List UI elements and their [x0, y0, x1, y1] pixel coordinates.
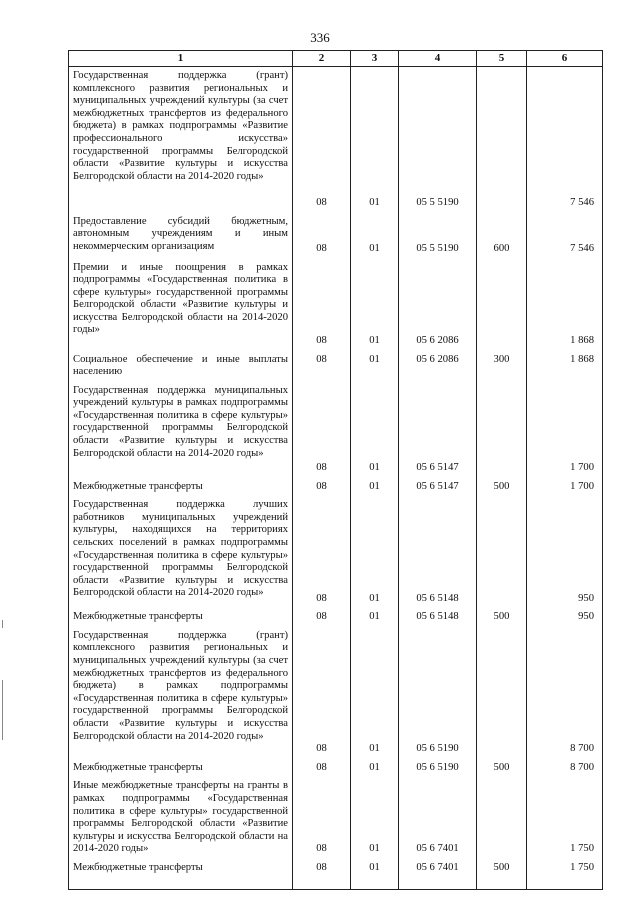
row-subsection: 01: [351, 259, 399, 351]
table-row: [69, 351, 603, 382]
row-target-article: 05 6 5148: [399, 496, 477, 608]
row-sum: 1 700: [527, 478, 603, 497]
row-expense-type: 300: [477, 351, 527, 382]
row-expense-type: 500: [477, 859, 527, 889]
row-expense-type: [477, 627, 527, 759]
row-subsection: 01: [351, 859, 399, 889]
table-row: [69, 777, 603, 859]
column-header: 6: [527, 51, 603, 67]
row-target-article: 05 6 5147: [399, 382, 477, 478]
row-name: Предоставление субсидий бюджетным, автономным учреждениям и иным некоммерческим организациям: [69, 213, 293, 259]
row-section: 08: [293, 259, 351, 351]
table-row: [69, 478, 603, 497]
column-header: 5: [477, 51, 527, 67]
row-name: Иные межбюджетные трансферты на гранты в рамках подпрограммы «Государственная политика в сфере культуры» государственной программы Белгородской области «Развитие культуры и искусства Белгородской области на 2014-2020 годы»: [69, 777, 293, 859]
row-sum: 8 700: [527, 759, 603, 778]
row-expense-type: [477, 382, 527, 478]
row-section: 08: [293, 859, 351, 889]
table-row: [69, 859, 603, 889]
row-name: Государственная поддержка (грант) комплексного развития региональных и муниципальных учреждений культуры (за счет межбюджетных трансфертов из федерального бюджета) в рамках подпрограммы «Государственная политика в сфере культуры» государственной программы Белгородской области «Развитие культуры и искусства Белгородской области на 2014-2020 годы»: [69, 627, 293, 759]
table-row: [69, 213, 603, 259]
row-name: Государственная поддержка муниципальных учреждений культуры в рамках подпрограммы «Государственная политика в сфере культуры» государственной программы Белгородской области «Развитие культуры и искусства Белгородской области на 2014-2020 годы»: [69, 382, 293, 478]
row-name: Межбюджетные трансферты: [69, 759, 293, 778]
table-row: [69, 67, 603, 213]
row-target-article: 05 5 5190: [399, 67, 477, 213]
row-subsection: 01: [351, 608, 399, 627]
column-header: 3: [351, 51, 399, 67]
row-subsection: 01: [351, 777, 399, 859]
row-name: Государственная поддержка лучших работников муниципальных учреждений культуры, находящихся на территориях сельских поселений в рамках подпрограммы «Государственная политика в сфере культуры» государственной программы Белгородской области «Развитие культуры и искусства Белгородской области на 2014-2020 годы»: [69, 496, 293, 608]
row-subsection: 01: [351, 213, 399, 259]
row-name: Межбюджетные трансферты: [69, 859, 293, 889]
row-expense-type: [477, 259, 527, 351]
row-target-article: 05 6 5147: [399, 478, 477, 497]
row-expense-type: 500: [477, 759, 527, 778]
row-subsection: 01: [351, 627, 399, 759]
row-target-article: 05 5 5190: [399, 213, 477, 259]
page-number: 336: [310, 30, 330, 45]
row-name: Государственная поддержка (грант) комплексного развития региональных и муниципальных учреждений культуры (за счет межбюджетных трансфертов из федерального бюджета) в рамках подпрограммы «Развитие профессионального искусства» государственной программы Белгородской области «Развитие культуры и искусства Белгородской области на 2014-2020 годы»: [69, 67, 293, 213]
budget-table: [68, 50, 603, 890]
row-name: Социальное обеспечение и иные выплаты населению: [69, 351, 293, 382]
table-row: [69, 259, 603, 351]
row-expense-type: 500: [477, 478, 527, 497]
row-section: 08: [293, 759, 351, 778]
row-sum: 1 750: [527, 859, 603, 889]
row-expense-type: 500: [477, 608, 527, 627]
row-subsection: 01: [351, 478, 399, 497]
row-section: 08: [293, 777, 351, 859]
row-sum: 950: [527, 608, 603, 627]
row-sum: 1 868: [527, 259, 603, 351]
table-row: [69, 608, 603, 627]
row-sum: 1 868: [527, 351, 603, 382]
row-target-article: 05 6 2086: [399, 351, 477, 382]
table-header-row: [69, 51, 603, 67]
table-row: [69, 627, 603, 759]
row-section: 08: [293, 496, 351, 608]
column-header: 1: [69, 51, 293, 67]
table-row: [69, 759, 603, 778]
row-subsection: 01: [351, 382, 399, 478]
margin-scan-mark: [2, 680, 3, 740]
row-section: 08: [293, 478, 351, 497]
row-expense-type: [477, 67, 527, 213]
column-header: 2: [293, 51, 351, 67]
row-section: 08: [293, 67, 351, 213]
row-target-article: 05 6 7401: [399, 777, 477, 859]
row-target-article: 05 6 5190: [399, 627, 477, 759]
margin-scan-mark: [2, 620, 3, 628]
row-target-article: 05 6 5148: [399, 608, 477, 627]
row-target-article: 05 6 5190: [399, 759, 477, 778]
row-section: 08: [293, 351, 351, 382]
row-section: 08: [293, 608, 351, 627]
row-name: Премии и иные поощрения в рамках подпрограммы «Государственная политика в сфере культуры» государственной программы Белгородской области «Развитие культуры и искусства Белгородской области на 2014-2020 годы»: [69, 259, 293, 351]
row-subsection: 01: [351, 351, 399, 382]
row-sum: 950: [527, 496, 603, 608]
table-row: [69, 496, 603, 608]
row-subsection: 01: [351, 759, 399, 778]
row-section: 08: [293, 213, 351, 259]
row-sum: 7 546: [527, 67, 603, 213]
row-expense-type: [477, 496, 527, 608]
row-section: 08: [293, 627, 351, 759]
row-subsection: 01: [351, 67, 399, 213]
row-sum: 7 546: [527, 213, 603, 259]
row-target-article: 05 6 2086: [399, 259, 477, 351]
row-expense-type: 600: [477, 213, 527, 259]
row-subsection: 01: [351, 496, 399, 608]
row-expense-type: [477, 777, 527, 859]
row-target-article: 05 6 7401: [399, 859, 477, 889]
row-name: Межбюджетные трансферты: [69, 478, 293, 497]
row-name: Межбюджетные трансферты: [69, 608, 293, 627]
row-section: 08: [293, 382, 351, 478]
row-sum: 8 700: [527, 627, 603, 759]
row-sum: 1 750: [527, 777, 603, 859]
row-sum: 1 700: [527, 382, 603, 478]
column-header: 4: [399, 51, 477, 67]
table-row: [69, 382, 603, 478]
